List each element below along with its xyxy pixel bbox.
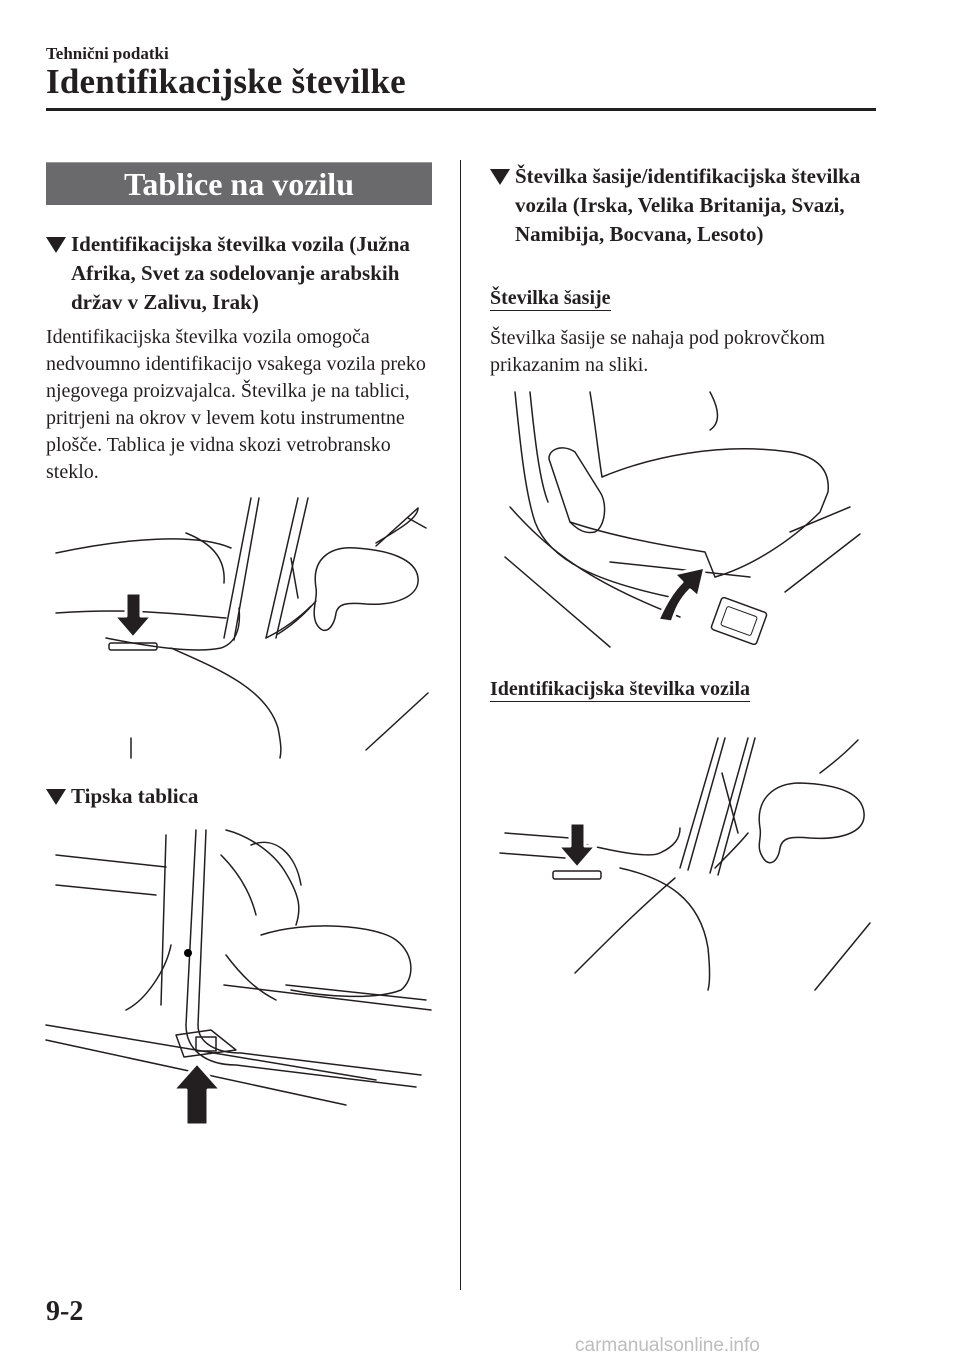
column-divider — [460, 160, 461, 1290]
chassis-number-label: Številka šasije — [490, 287, 611, 309]
chassis-label-wrap — [490, 287, 611, 310]
vin-plate — [553, 871, 601, 879]
chapter-label: Tehnični podatki — [46, 44, 169, 63]
arrow-curved-icon — [658, 567, 705, 622]
type-plate — [196, 1037, 216, 1051]
chassis-cover — [721, 606, 758, 636]
triangle-bullet-icon — [46, 237, 66, 253]
arrow-up-icon — [173, 1063, 221, 1125]
vin-label-wrap — [490, 678, 750, 701]
chassis-cover-illustration — [490, 382, 890, 672]
triangle-bullet-icon — [490, 169, 510, 185]
vin-plate — [109, 643, 157, 650]
section-title: Tablice na vozilu — [46, 162, 432, 205]
vin-dashboard-uk-illustration — [490, 728, 890, 1003]
title-rule — [46, 108, 876, 111]
page-title: Identifikacijske številke — [46, 62, 406, 101]
subheading-type-plate: Tipska tablica — [46, 782, 436, 811]
vin-description: Identifikacijska številka vozila omogoča nedvoumno identifikacijo vsakega vozila preko njegovega proizvajalca. Številka je na tablici, pritrjeni na okrov v levem kotu instrumentne plošče. Tablica je vidna skozi vetrobransko steklo. — [46, 326, 426, 483]
type-plate-illustration — [46, 825, 446, 1135]
triangle-bullet-icon — [46, 789, 66, 805]
chassis-description: Številka šasije se nahaja pod pokrovčkom prikazanim na sliki. — [490, 327, 825, 376]
subheading-chassis-vin: Številka šasije/identifikacijska številka vozila (Irska, Velika Britanija, Svazi, Namibija, Bocvana, Lesoto) — [490, 162, 890, 249]
watermark: carmanualsonline.info — [575, 1335, 760, 1356]
page-number: 9-2 — [46, 1296, 84, 1327]
arrow-down-icon — [558, 823, 596, 868]
vin-label: Identifikacijska številka vozila — [490, 678, 751, 700]
vin-dashboard-illustration — [46, 488, 446, 768]
subheading-vin-africa: Identifikacijska številka vozila (Južna Afrika, Svet za sodelovanje arabskih držav v Zalivu, Irak) — [46, 230, 436, 317]
arrow-down-icon — [114, 593, 152, 638]
